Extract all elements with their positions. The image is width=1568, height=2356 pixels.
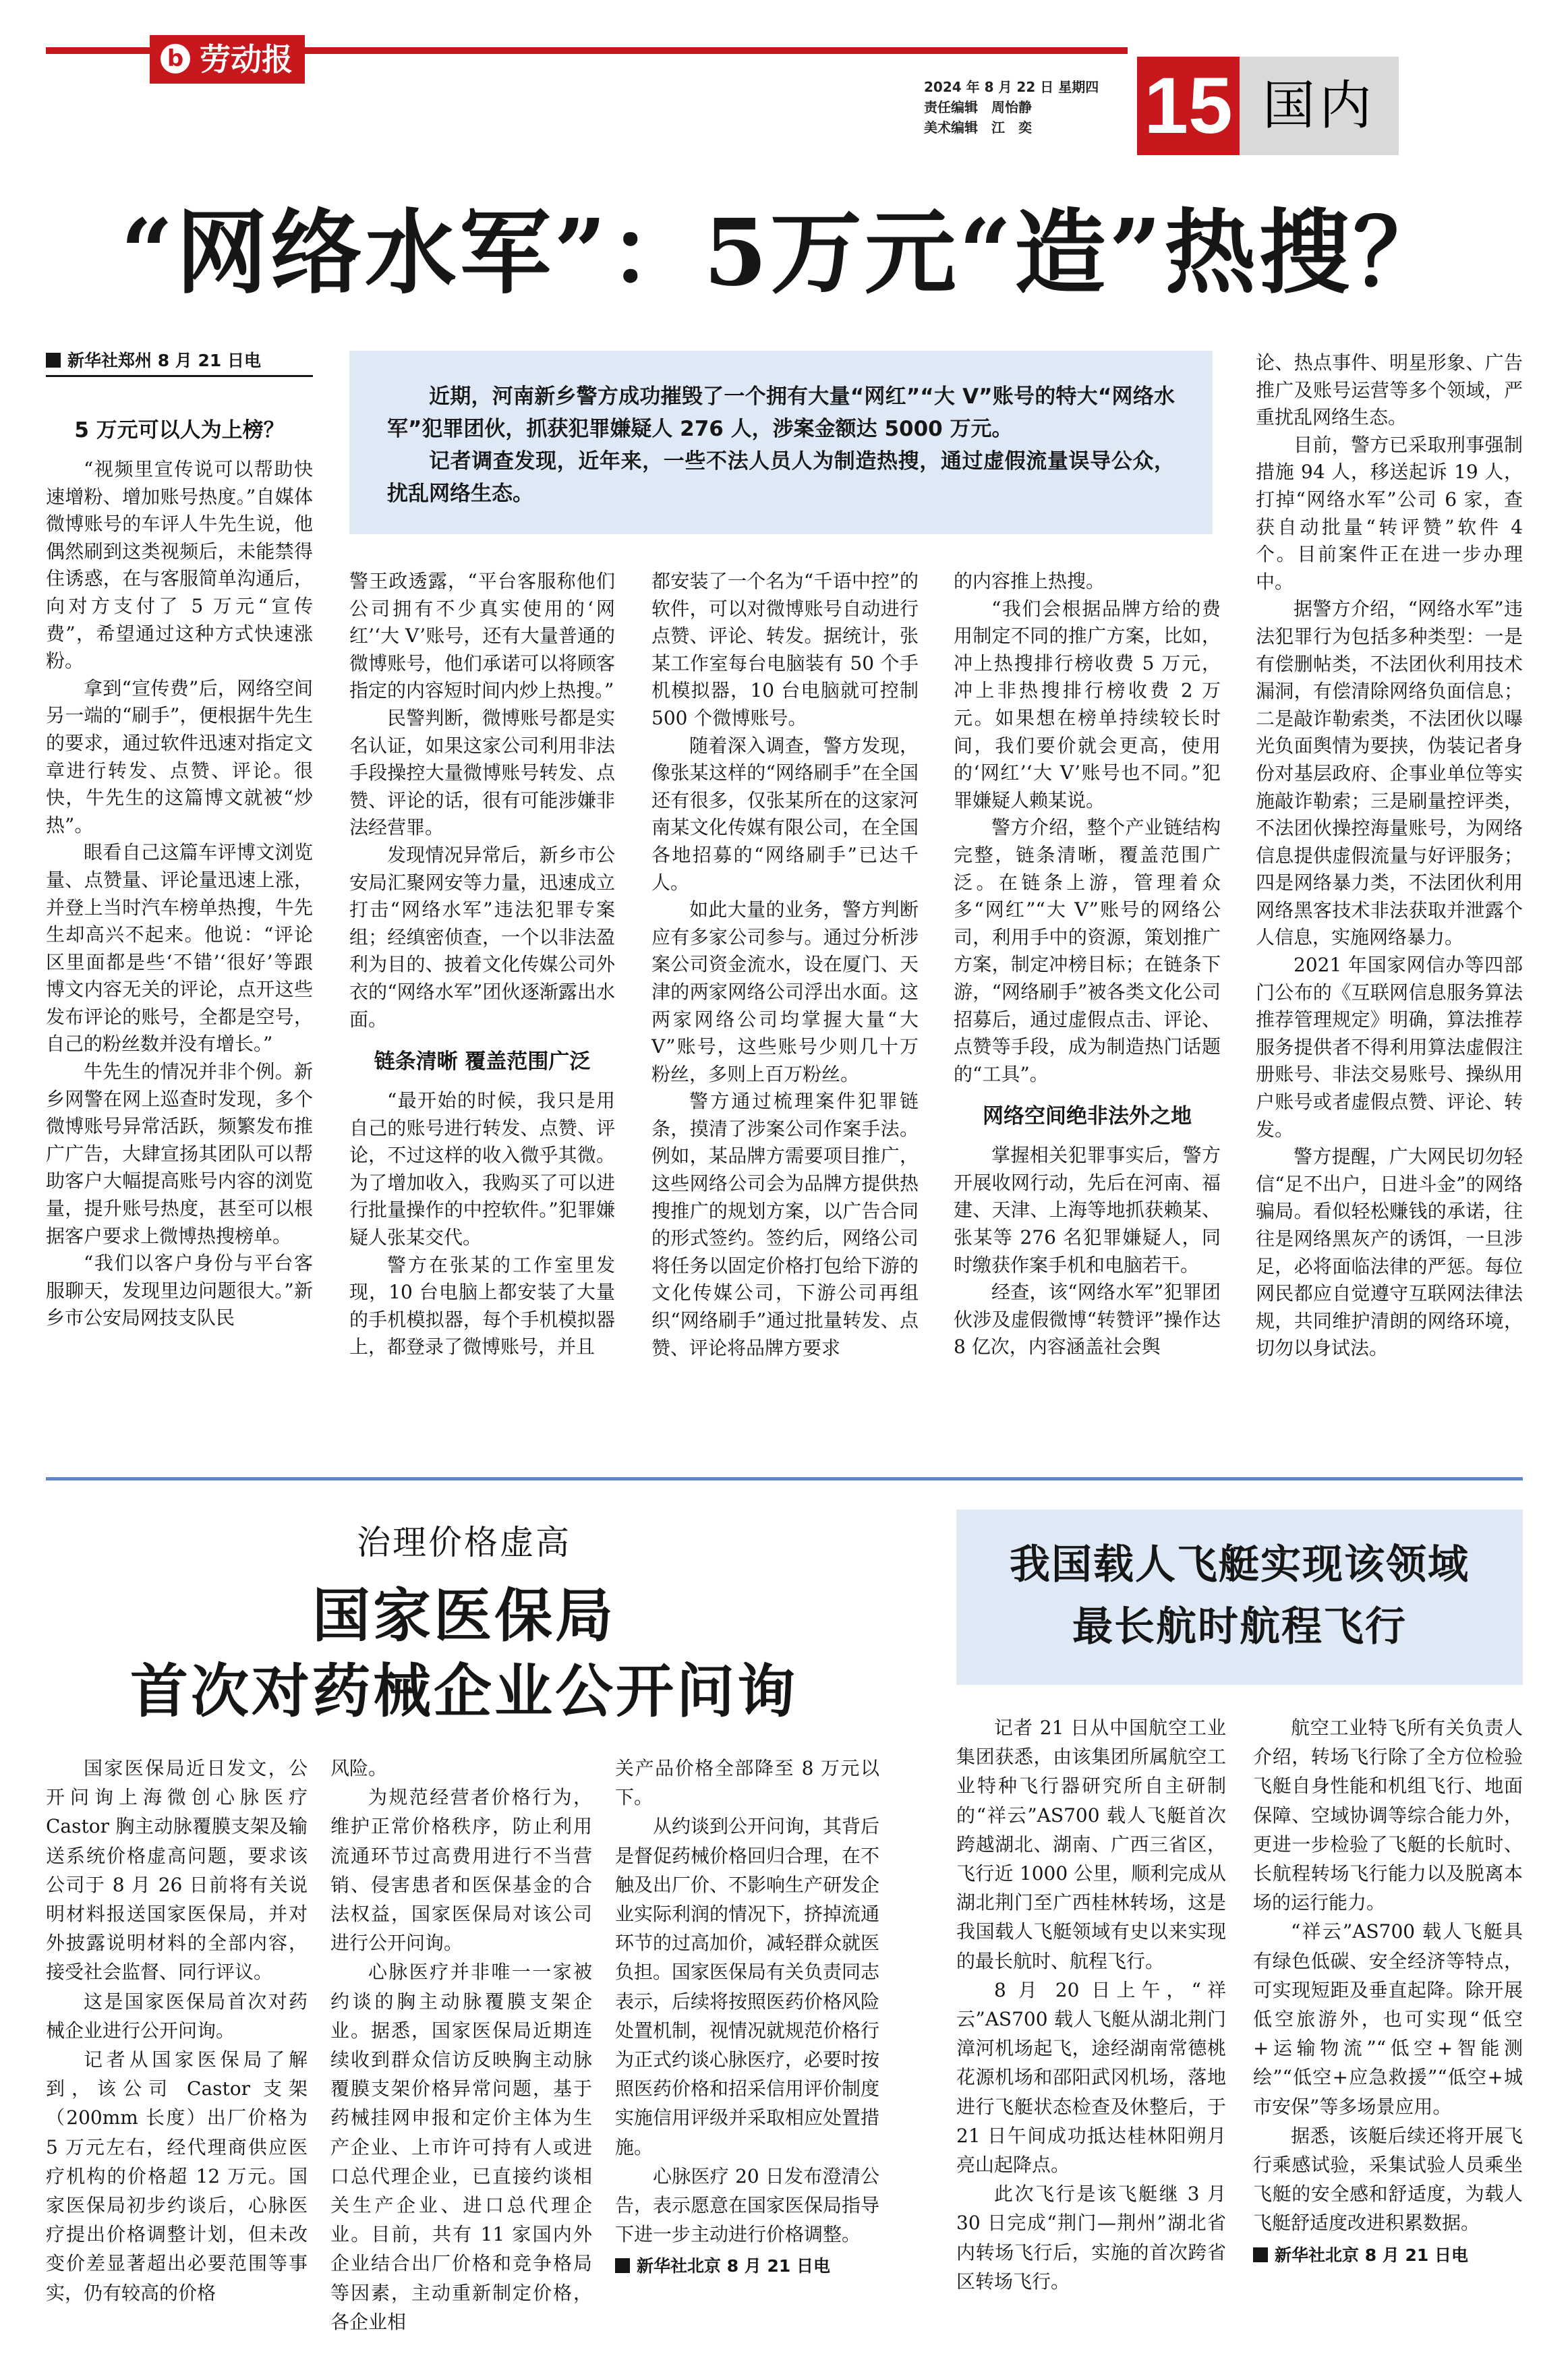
paragraph: 记者 21 日从中国航空工业集团获悉，由该集团所属航空工业特种飞行器研究所自主研制的“祥云”AS700 载人飞艇首次跨越湖北、湖南、广西三省区，飞行近 1000 公里，顺利完成从湖北荆门至广西桂林转场，这是我国载人飞艇领域有史以来实现的最长航时、航程飞行。 [956,1717,1226,1972]
paragraph: 从约谈到公开问询，其背后是督促药械价格回归合理，在不触及出厂价、不影响生产研发企业实际利润的情况下，挤掉流通环节的过高加价，减轻群众就医负担。国家医保局有关负责同志表示，后续将按照医药价格风险处置机制，视情况就规范价格行为正式约谈心脉医疗，必要时按照医药价格和招采信用评价制度实施信用评级并采取相应处置措施。 [615,1815,880,2158]
paragraph: 经查，该“网络水军”犯罪团伙涉及虚假微博“转赞评”操作达 8 亿次，内容涵盖社会舆 [954,1281,1221,1358]
byline-rule [46,375,313,377]
paragraph: 警方提醒，广大网民切勿轻信“足不出户，日进斗金”的网络骗局。看似轻松赚钱的承诺，往往是网络黑灰产的诱饵，一旦涉足，必将面临法律的严惩。每位网民都应自觉遵守互联网法律法规，共同维护清朗的网络环境，切勿以身试法。 [1256,1145,1523,1360]
paragraph: “视频里宣传说可以帮助快速增粉、增加账号热度。”自媒体微博账号的车评人牛先生说，他偶然刷到这类视频后，未能禁得住诱惑，在与客服简单沟通后，向对方支付了 5 万元“宣传费”，希望通过这种方式快速涨粉。 [46,458,313,672]
lead-paragraph: 近期，河南新乡警方成功摧毁了一个拥有大量“网红”“大 V”账号的特大“网络水军”犯罪团伙，抓获犯罪嫌疑人 276 人，涉案金额达 5000 万元。 [387,384,1175,441]
paragraph: 发现情况异常后，新乡市公安局汇聚网安等力量，迅速成立打击“网络水军”违法犯罪专案组；经缜密侦查，一个以非法盈利为目的、披着文化传媒公司外衣的“网络水军”团伙逐渐露出水面。 [349,843,615,1031]
story3-column-1 [956,1713,1226,2296]
story3-byline: 新华社北京 8 月 21 日电 [1253,2242,1523,2269]
paragraph: 此次飞行是该飞艇继 3 月 30 日完成“荆门—荆州”湖北省内转场飞行后，实施的首次跨省区转场飞行。 [956,2183,1226,2293]
story3-column-2 [1253,1713,1523,2269]
story1-column-5 [1256,349,1523,1362]
paragraph: 航空工业特飞所有关负责人介绍，转场飞行除了全方位检验飞艇自身性能和机组飞行、地面保障、空域协调等综合能力外，更进一步检验了飞艇的长航时、长航程转场飞行能力以及脱离本场的运行能力。 [1253,1717,1523,1914]
story2-column-1 [46,1754,308,2307]
story1-byline: 新华社郑州 8 月 21 日电 [46,349,261,372]
paragraph: 牛先生的情况并非个例。新乡网警在网上巡查时发现，多个微博账号异常活跃，频繁发布推广广告，大肆宣扬其团队可以帮助客户大幅提高账号内容的浏览量，提升账号热度，甚至可以根据客户要求上微博热搜榜单。 [46,1060,313,1247]
story2-column-2 [330,1754,592,2336]
section-divider [46,1477,1523,1481]
paragraph: 心脉医疗 20 日发布澄清公告，表示愿意在国家医保局指导下进一步主动进行价格调整。 [615,2164,880,2246]
paragraph: 记者从国家医保局了解到，该公司 Castor 支架（200mm 长度）出厂价格为 5 万元左右，经代理商供应医疗机构的价格超 12 万元。国家医保局初步约谈后，心脉医疗提出价格调整计划，但未改变价差显著超出必要范围等事实，仍有较高的价格 [46,2048,308,2304]
paragraph: 据悉，该艇后续还将开展飞行乘感试验，采集试验人员乘坐飞艇的安全感和舒适度，为载人飞艇舒适度改进积累数据。 [1253,2124,1523,2235]
square-bullet-icon [46,353,61,368]
dateline [924,77,1126,138]
story1-column-1 [46,415,313,1332]
section-label: 国内 [1240,57,1399,155]
paragraph: 为规范经营者价格行为，维护正常价格秩序，防止利用流通环节过高费用进行不当营销、侵害患者和医保基金的合法权益，国家医保局对该公司进行公开问询。 [330,1786,592,1955]
story2-byline: 新华社北京 8 月 21 日电 [615,2253,879,2280]
headline-line: 国家医保局 [312,1582,616,1650]
story1-column-3 [651,568,919,1362]
headline-line: 最长航时航程飞行 [1072,1603,1407,1650]
story3-headline-box [956,1510,1523,1685]
paragraph: “祥云”AS700 载人飞艇具有绿色低碳、安全经济等特点，可实现短距及垂直起降。除开展低空旅游外，也可实现“低空+运输物流”“低空+智能测绘”“低空+应急救援”“低空+城市安保”等多场景应用。 [1253,1920,1523,2118]
headline-line: 首次对药械企业公开问询 [130,1657,798,1725]
paragraph: “我们以客户身份与平台客服聊天，发现里边问题很大。”新乡市公安局网技支队民 [46,1252,313,1329]
paragraph: 掌握相关犯罪事实后，警方开展收网行动，先后在河南、福建、天津、上海等地抓获赖某、张某等 276 名犯罪嫌疑人，同时缴获作案手机和电脑若干。 [954,1144,1221,1276]
paragraph: 心脉医疗并非唯一一家被约谈的胸主动脉覆膜支架企业。据悉，国家医保局近期连续收到群众信访反映胸主动脉覆膜支架价格异常问题，基于药械挂网申报和定价主体为生产企业、上市许可持有人或进口总代理企业，已直接约谈相关生产企业、进口总代理企业。目前，共有 11 家国内外企业结合出厂价格和竞争格局等因素，主动重新制定价格，各企业相 [330,1961,592,2333]
paragraph: 都安装了一个名为“千语中控”的软件，可以对微博账号自动进行点赞、评论、转发。据统计，张某工作室每台电脑装有 50 个手机模拟器，10 台电脑就可控制 500 个微博账号。 [651,570,919,729]
story2-headline [46,1578,882,1729]
story2-kicker: 治理价格虚高 [357,1523,571,1562]
logo-text: 劳动报 [200,41,293,78]
paragraph: 目前，警方已采取刑事强制措施 94 人，移送起诉 19 人，打掉“网络水军”公司 6 家，查获自动批量“转评赞”软件 4 个。目前案件正在进一步办理中。 [1256,433,1523,593]
story1-lead-box [349,351,1213,534]
subhead: 链条清晰 覆盖范围广泛 [374,1050,591,1074]
paragraph: “我们会根据品牌方给的费用制定不同的推广方案，比如，冲上热搜排行榜收费 5 万元，冲上非热搜排行榜收费 2 万元。如果想在榜单持续较长时间，我们要价就会更高，使用的‘网红’‘大 V’账号也不同。”犯罪嫌疑人赖某说。 [954,597,1221,811]
page-number: 15 [1137,57,1240,155]
paragraph: 如此大量的业务，警方判断应有多家公司参与。通过分析涉案公司资金流水，设在厦门、天津的两家网络公司浮出水面。这两家网络公司均掌握大量“大 V”账号，这些账号少则几十万粉丝，多则上百万粉丝。 [651,898,919,1085]
story1-column-2 [349,568,615,1361]
paragraph: 的内容推上热搜。 [954,570,1105,592]
paragraph: 论、热点事件、明星形象、广告推广及账号运营等多个领域，严重扰乱网络生态。 [1256,351,1523,429]
paragraph: 这是国家医保局首次对药械企业进行公开问询。 [46,1990,308,2042]
paragraph: 警王政透露，“平台客服称他们公司拥有不少真实使用的‘网红’‘大 V’账号，还有大量普通的微博账号，他们承诺可以将顾客指定的内容短时间内炒上热搜。” [349,570,615,702]
square-bullet-icon [615,2258,630,2273]
lead-paragraph: 记者调查发现，近年来，一些不法人员人为制造热搜，通过虚假流量误导公众，扰乱网络生态。 [387,449,1175,506]
paragraph: 警方介绍，整个产业链结构完整，链条清晰，覆盖范围广泛。在链条上游，管理着众多“网红”“大 V”账号的网络公司，利用手中的资源，策划推广方案，制定冲榜目标；在链条下游，“网络刷手”被各类文化公司招募后，通过虚假点击、评论、点赞等手段，成为制造热门话题的“工具”。 [954,816,1221,1085]
paragraph: 风险。 [330,1757,388,1779]
story2-column-3 [615,1754,879,2280]
logo-mark-icon: b [161,44,190,74]
masthead-rule-right [305,47,1128,54]
square-bullet-icon [1253,2247,1268,2262]
editor-credit: 责任编辑 周怡静 [924,99,1032,115]
issue-date: 2024 年 8 月 22 日 星期四 [924,79,1099,95]
paragraph: 关产品价格全部降至 8 万元以下。 [615,1757,879,1809]
paragraph: “最开始的时候，我只是用自己的账号进行转发、点赞、评论，不过这样的收入微乎其微。为了增加收入，我购买了可以进行批量操作的中控软件。”犯罪嫌疑人张某交代。 [349,1089,615,1249]
paragraph: 据警方介绍，“网络水军”违法犯罪行为包括多种类型：一是有偿删帖类，不法团伙利用技术漏洞，有偿清除网络负面信息；二是敲诈勒索类，不法团伙以曝光负面舆情为要挟，伪装记者身份对基层政府、企事业单位等实施敲诈勒索；三是刷量控评类，不法团伙操控海量账号，为网络信息提供虚假流量与好评服务；四是网络暴力类，不法团伙利用网络黑客技术非法获取并泄露个人信息，实施网络暴力。 [1256,598,1523,949]
paragraph: 民警判断，微博账号都是实名认证，如果这家公司利用非法手段操控大量微博账号转发、点赞、评论的话，很有可能涉嫌非法经营罪。 [349,706,615,839]
paragraph: 8 月 20 日上午，“祥云”AS700 载人飞艇从湖北荆门漳河机场起飞，途经湖南常德桃花源机场和邵阳武冈机场，落地进行飞艇状态检查及休整后，于 21 日午间成功抵达桂林阳朔月亮山起降点。 [956,1978,1226,2177]
main-headline: “网络水军”：5万元“造”热搜？ [120,199,1448,307]
art-editor-credit: 美术编辑 江 奕 [924,119,1032,136]
masthead [0,0,1568,155]
masthead-rule-left [46,47,150,54]
subhead: 网络空间绝非法外之地 [983,1104,1192,1129]
paragraph: 警方通过梳理案件犯罪链条，摸清了涉案公司作案手法。例如，某品牌方需要项目推广，这些网络公司会为品牌方提供热搜推广的规划方案，以广告合同的形式签约。签约后，网络公司将任务以固定价格打包给下游的文化传媒公司，下游公司再组织“网络刷手”通过批量转发、点赞、评论将品牌方要求 [651,1090,919,1359]
newspaper-logo [150,35,305,84]
paragraph: 拿到“宣传费”后，网络空间另一端的“刷手”，便根据牛先生的要求，通过软件迅速对指定文章进行转发、点赞、评论。很快，牛先生的这篇博文就被“炒热”。 [46,677,313,836]
headline-line: 我国载人飞艇实现该领域 [1010,1541,1470,1588]
paragraph: 随着深入调查，警方发现，像张某这样的“网络刷手”在全国还有很多，仅张某所在的这家河南某文化传媒有限公司，在全国各地招募的“网络刷手”已达千人。 [651,734,919,894]
story1-column-4 [954,568,1221,1361]
paragraph: 国家医保局近日发文，公开问询上海微创心脉医疗 Castor 胸主动脉覆膜支架及输送系统价格虚高问题，要求该公司于 8 月 26 日前将有关说明材料报送国家医保局，并对外披露说明材料的全部内容，接受社会监督、同行评议。 [46,1757,308,1984]
paragraph: 2021 年国家网信办等四部门公布的《互联网信息服务算法推荐管理规定》明确，算法推荐服务提供者不得利用算法虚假注册账号、非法交易账号、操纵用户账号或者虚假点赞、评论、转发。 [1256,954,1523,1141]
subhead: 5 万元可以人为上榜？ [74,418,285,442]
paragraph: 眼看自己这篇车评博文浏览量、点赞量、评论量迅速上涨，并登上当时汽车榜单热搜，牛先生却高兴不起来。他说：“评论区里面都是些‘不错’‘很好’等跟博文内容无关的评论，点开这些发布评论的账号，全都是空号，自己的粉丝数并没有增长。” [46,841,313,1056]
paragraph: 警方在张某的工作室里发现，10 台电脑上都安装了大量的手机模拟器，每个手机模拟器上，都登录了微博账号，并且 [349,1253,615,1358]
